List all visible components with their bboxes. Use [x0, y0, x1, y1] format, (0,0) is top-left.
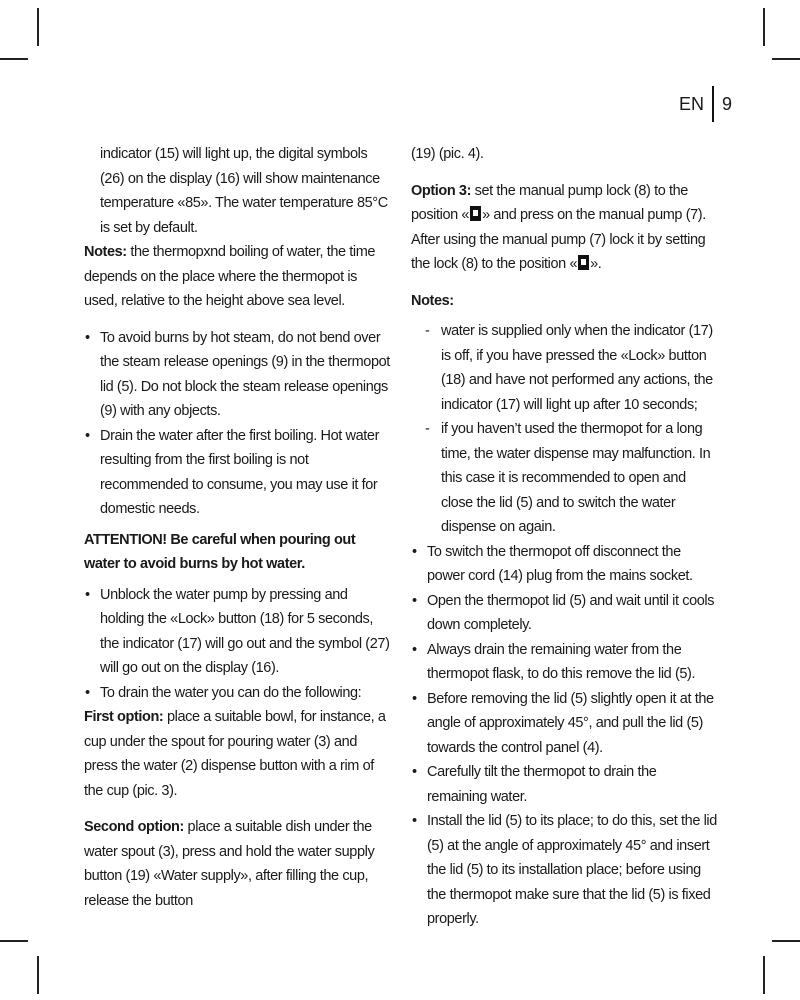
crop-mark	[37, 8, 39, 46]
crop-mark	[0, 58, 28, 60]
attention-warning: ATTENTION! Be careful when pouring out water to avoid burns by hot water.	[84, 531, 356, 572]
bullet-install-lid: • Install the lid (5) to its place; to do this, set the lid (5) at the angle of approximately 45° and insert the lid (5) to its installation place; before using the thermopot make sure that the lid (5) is fixed properly.	[411, 809, 717, 932]
bullet-drain-options: • To drain the water you can do the following:	[84, 681, 390, 706]
lock-icon	[470, 206, 481, 221]
note-malfunction: - if you haven’t used the thermopot for a long time, the water dispense may malfunction. In this case it is recommended to open and close the lid (5) and to switch the water dispense on again.	[411, 417, 717, 540]
option-three-text-a: set the manual pump lock (8) to the position «	[411, 182, 688, 223]
crop-mark	[772, 58, 800, 60]
first-option-label: First option:	[84, 709, 164, 725]
bullet-open-lid: • Open the thermopot lid (5) and wait until it cools down completely.	[411, 589, 717, 638]
page-number: 9	[721, 93, 732, 114]
right-column	[411, 142, 717, 932]
header-divider	[712, 86, 714, 122]
bullet-remove-lid: • Before removing the lid (5) slightly open it at the angle of approximately 45°, and pull the lid (5) towards the control panel (4).	[411, 687, 717, 761]
notes-label: Notes:	[84, 244, 127, 260]
second-option-text: place a suitable dish under the water spout (3), press and hold the water supply button (19) «Water supply», after filling the cup, release the button	[84, 819, 375, 909]
bullet-tilt: • Carefully tilt the thermopot to drain the remaining water.	[411, 760, 717, 809]
bullet-drain-flask: • Always drain the remaining water from the thermopot flask, to do this remove the lid (5).	[411, 638, 717, 687]
first-option	[84, 705, 390, 803]
page-header	[679, 86, 732, 122]
first-option-text: place a suitable bowl, for instance, a cup under the spout for pouring water (3) and press the water (2) dispense button with a rim of the cup (pic. 3).	[84, 709, 386, 799]
second-option-label: Second option:	[84, 819, 184, 835]
bullet-unblock: • Unblock the water pump by pressing and holding the «Lock» button (18) for 5 seconds, the indicator (17) will go out and the symbol (27) will go out on the display (16).	[84, 583, 390, 681]
bullet-steam: • To avoid burns by hot steam, do not bend over the steam release openings (9) in the thermopot lid (5). Do not block the steam release openings (9) with any objects.	[84, 326, 390, 424]
paragraph-indicator: indicator (15) will light up, the digital symbols (26) on the display (16) will show maintenance temperature «85». The water temperature 85°C is set by default.	[100, 146, 388, 236]
option-three-text-b: » and press on the manual pump (7). After using the manual pump (7) lock it by setting the lock (8) to the position «	[411, 207, 706, 272]
bullet-drain-first: • Drain the water after the first boiling. Hot water resulting from the first boiling is not recommended to consume, you may use it for domestic needs.	[84, 424, 390, 522]
crop-mark	[763, 8, 765, 46]
option-three-label: Option 3:	[411, 182, 472, 199]
second-option	[84, 815, 390, 913]
notes-paragraph	[84, 240, 390, 314]
notes-text: the thermopxnd boiling of water, the time depends on the place where the thermopot is used, relative to the height above sea level.	[84, 244, 376, 309]
left-column	[84, 142, 390, 913]
option-three-text-c: ».	[590, 256, 602, 272]
bullet-switch-off: • To switch the thermopot off disconnect the power cord (14) plug from the mains socket.	[411, 540, 717, 589]
crop-mark	[37, 956, 39, 994]
language-code: EN	[678, 93, 704, 114]
crop-mark	[763, 956, 765, 994]
crop-mark	[772, 940, 800, 942]
crop-mark	[0, 940, 28, 942]
notes-heading: Notes:	[411, 292, 454, 309]
paragraph-continuation: (19) (pic. 4).	[411, 146, 484, 162]
note-water-supply: - water is supplied only when the indicator (17) is off, if you have pressed the «Lock» button (18) and have not performed any actions, the indicator (17) will light up after 10 seconds;	[411, 319, 717, 417]
lock-icon	[578, 255, 589, 270]
option-three	[411, 179, 717, 277]
